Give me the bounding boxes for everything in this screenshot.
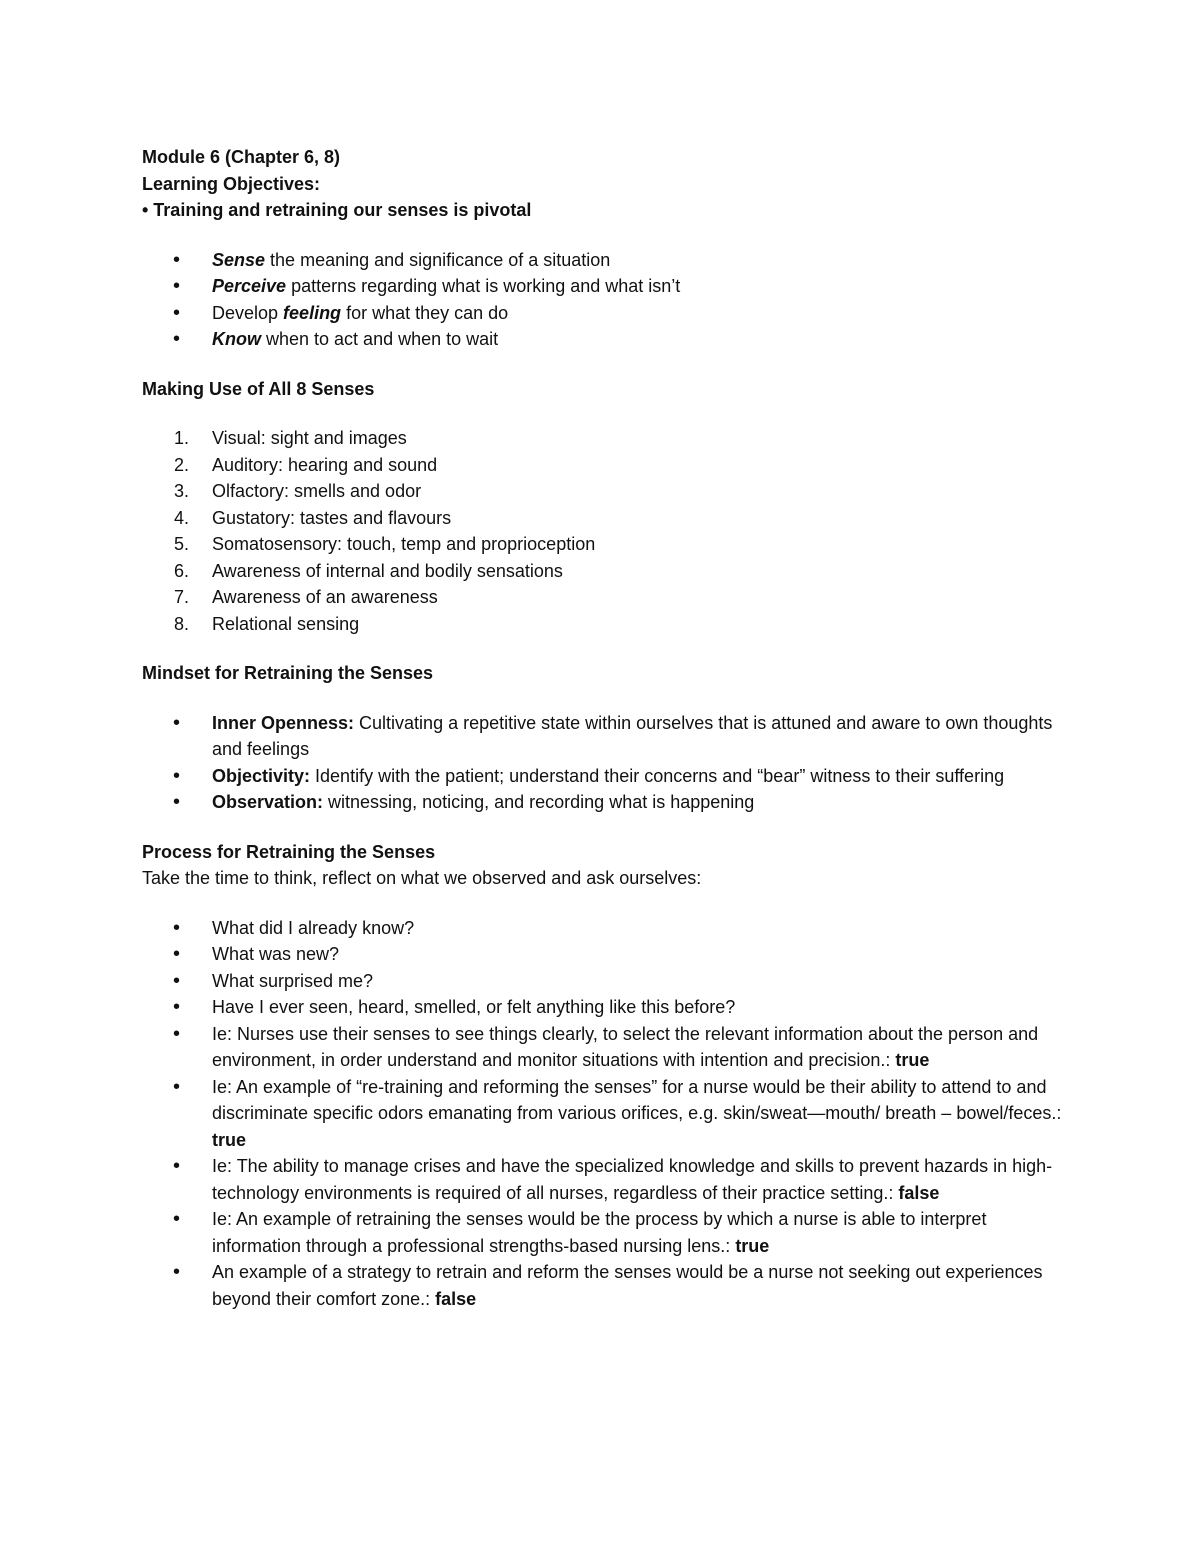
process-text: An example of a strategy to retrain and reform the senses would be a nurse not seeking out experiences beyond their comfort zone.: bbox=[212, 1262, 1043, 1309]
list-item bbox=[142, 1074, 1072, 1154]
item-number: 2. bbox=[174, 454, 190, 475]
list-item bbox=[142, 611, 1072, 638]
mindset-text: witnessing, noticing, and recording what is happening bbox=[323, 792, 755, 812]
process-intro: Take the time to think, reflect on what we observed and ask ourselves: bbox=[142, 868, 702, 888]
document-page bbox=[142, 144, 1072, 1312]
senses-list bbox=[142, 425, 1072, 637]
list-item bbox=[142, 452, 1072, 479]
process-text: Ie: The ability to manage crises and have the specialized knowledge and skills to prevent hazards in high-technology environments is required of all nurses, regardless of their practice setting.: bbox=[212, 1156, 1053, 1203]
objectives-list bbox=[142, 247, 1072, 353]
item-number: 6. bbox=[174, 560, 190, 581]
item-text: Relational sensing bbox=[212, 613, 360, 634]
process-text: What surprised me? bbox=[212, 970, 374, 991]
objective-emphasis: Perceive bbox=[212, 276, 287, 296]
list-item bbox=[142, 531, 1072, 558]
list-item bbox=[142, 789, 1072, 816]
list-item bbox=[142, 763, 1072, 790]
answer-label: true bbox=[212, 1129, 247, 1150]
answer-label: false bbox=[435, 1288, 477, 1309]
list-item bbox=[142, 968, 1072, 995]
process-text: Ie: An example of “re-training and reforming the senses” for a nurse would be their ability to attend to and discriminate specific odors emanating from various orifices, e.g. skin/sweat—mouth/ breath – bowel/feces.: bbox=[212, 1076, 1062, 1123]
item-number: 8. bbox=[174, 613, 190, 634]
item-text: Awareness of an awareness bbox=[212, 587, 438, 607]
objective-text: when to act and when to wait bbox=[261, 329, 499, 349]
list-item bbox=[142, 1206, 1072, 1259]
item-number: 3. bbox=[174, 481, 190, 501]
item-text: Olfactory: smells and odor bbox=[212, 481, 422, 501]
process-text: Have I ever seen, heard, smelled, or felt anything like this before? bbox=[212, 997, 736, 1017]
lead-objective: • Training and retraining our senses is pivotal bbox=[142, 200, 532, 220]
list-item bbox=[142, 478, 1072, 505]
process-list bbox=[142, 915, 1072, 1313]
mindset-text: Cultivating a repetitive state within ourselves that is attuned and aware to own thoughts and feelings bbox=[212, 712, 1053, 759]
process-heading: Process for Retraining the Senses bbox=[142, 841, 436, 862]
item-text: Somatosensory: touch, temp and proprioception bbox=[212, 534, 596, 554]
answer-label: false bbox=[898, 1182, 940, 1203]
process-text: What was new? bbox=[212, 944, 340, 964]
mindset-text: Identify with the patient; understand their concerns and “bear” witness to their suffering bbox=[310, 765, 1005, 786]
list-item bbox=[142, 273, 1072, 300]
list-item bbox=[142, 994, 1072, 1021]
list-item bbox=[142, 1259, 1072, 1312]
process-text: Ie: Nurses use their senses to see things clearly, to select the relevant information about the person and environment, in order understand and monitor situations with intention and precision.: bbox=[212, 1023, 1039, 1070]
list-item bbox=[142, 326, 1072, 353]
list-item bbox=[142, 247, 1072, 274]
list-item bbox=[142, 425, 1072, 452]
mindset-term: Inner Openness: bbox=[212, 712, 355, 733]
item-text: Visual: sight and images bbox=[212, 428, 407, 448]
answer-label: true bbox=[895, 1050, 930, 1070]
list-item bbox=[142, 710, 1072, 763]
objective-emphasis: Know bbox=[212, 329, 261, 349]
objective-text: patterns regarding what is working and what isn’t bbox=[286, 276, 681, 296]
list-item bbox=[142, 1153, 1072, 1206]
objective-prefix: Develop bbox=[212, 302, 284, 323]
answer-label: true bbox=[735, 1235, 770, 1256]
objective-text: the meaning and significance of a situation bbox=[265, 249, 611, 270]
learning-objectives-heading: Learning Objectives: bbox=[142, 173, 321, 194]
list-item bbox=[142, 505, 1072, 532]
process-text: What did I already know? bbox=[212, 917, 415, 938]
list-item bbox=[142, 941, 1072, 968]
mindset-term: Objectivity: bbox=[212, 765, 311, 786]
list-item bbox=[142, 1021, 1072, 1074]
senses-heading: Making Use of All 8 Senses bbox=[142, 378, 375, 399]
item-number: 5. bbox=[174, 534, 190, 554]
item-number: 7. bbox=[174, 587, 190, 607]
item-text: Gustatory: tastes and flavours bbox=[212, 507, 452, 528]
list-item bbox=[142, 558, 1072, 585]
list-item bbox=[142, 300, 1072, 327]
objective-emphasis: Sense bbox=[212, 249, 266, 270]
mindset-term: Observation: bbox=[212, 792, 324, 812]
item-number: 4. bbox=[174, 507, 190, 528]
item-text: Awareness of internal and bodily sensations bbox=[212, 560, 563, 581]
item-number: 1. bbox=[174, 428, 190, 448]
module-title: Module 6 (Chapter 6, 8) bbox=[142, 147, 341, 167]
item-text: Auditory: hearing and sound bbox=[212, 454, 438, 475]
list-item bbox=[142, 584, 1072, 611]
mindset-heading: Mindset for Retraining the Senses bbox=[142, 663, 434, 683]
objective-text: for what they can do bbox=[341, 302, 509, 323]
objective-emphasis: feeling bbox=[283, 302, 342, 323]
mindset-list bbox=[142, 710, 1072, 816]
list-item bbox=[142, 915, 1072, 942]
process-text: Ie: An example of retraining the senses would be the process by which a nurse is able to interpret information through a professional strengths-based nursing lens.: bbox=[212, 1209, 987, 1256]
